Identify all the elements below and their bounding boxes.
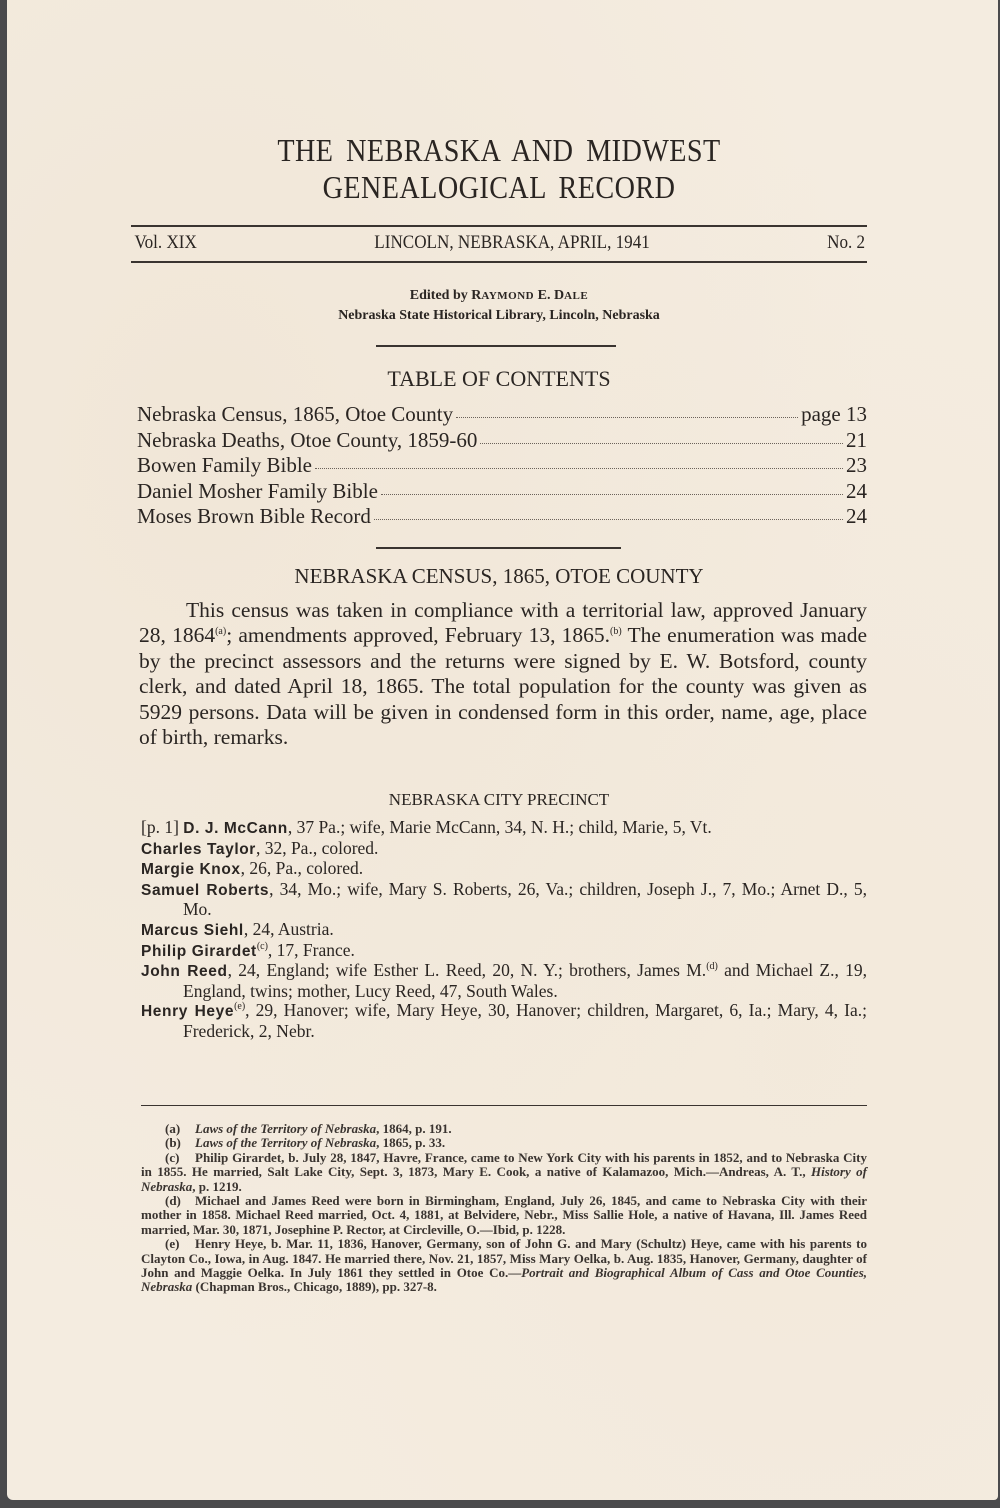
precinct-heading: NEBRASKA CITY PRECINCT xyxy=(388,790,610,809)
document-page xyxy=(7,0,998,1500)
entry-name: D. J. McCann xyxy=(183,820,288,837)
toc-item-page: 24 xyxy=(846,478,867,503)
toc-item[interactable] xyxy=(137,504,867,530)
footnote-citation-title: Portrait and Biographical Album of Cass and Otoe Counties, Nebraska xyxy=(141,1265,867,1295)
footnote-ref-d[interactable]: (d) xyxy=(706,961,718,973)
masthead-info xyxy=(131,230,867,256)
entry-text: , 24, Austria. xyxy=(243,918,334,939)
footnote-e xyxy=(141,1237,867,1295)
intro-text-3: The enumeration was made by the precinct assessors and the returns were signed by E. W. Botsford, county clerk, and dated April 18, 1865. The total population for the county was given as 5929 persons. Data will be given in condensed form in this order, name, age, place of birth, remarks. xyxy=(139,623,867,750)
census-entry xyxy=(141,839,867,860)
census-entries xyxy=(141,818,867,1042)
entry-text: , 34, Mo.; wife, Mary S. Roberts, 26, Va.; children, Joseph J., 7, Mo.; Arnet D., 5, Mo. xyxy=(183,878,868,920)
editor-credit xyxy=(131,286,867,326)
entry-name: Samuel Roberts xyxy=(141,881,270,899)
census-entry xyxy=(141,961,867,1001)
entry-name: John Reed xyxy=(141,963,228,981)
toc-item-label: Moses Brown Bible Record xyxy=(137,504,371,528)
footnote-text: Michael and James Reed were born in Birmingham, England, July 26, 1845, and came to Nebraska City with their mother in 1858. Michael Reed married, Oct. 4, 1881, at Belvidere, Nebr., Miss Sallie Hole, a native of Havana, Ill. James Reed married, Mar. 30, 1871, Josephine P. Rector, at Circleville, O.—Ibid, p. 1228. xyxy=(141,1193,867,1237)
toc-leader-dots xyxy=(456,417,798,418)
toc-item[interactable] xyxy=(137,479,867,505)
entry-name: Margie Knox xyxy=(141,861,241,879)
entry-text-continued: and Michael Z., 19, England, twins; mother, Lucy Reed, 47, South Wales. xyxy=(183,960,868,1001)
entry-name: Philip Girardet xyxy=(141,942,257,960)
footnote-c xyxy=(141,1151,867,1194)
footnote-rule xyxy=(141,1105,867,1106)
toc-item-page: page 13 xyxy=(801,402,867,426)
toc-leader-dots xyxy=(374,519,843,520)
editor-name-middle: E. xyxy=(537,288,551,303)
editor-line xyxy=(131,286,867,306)
toc-divider xyxy=(376,345,616,347)
footnote-ref-a[interactable]: (a) xyxy=(215,626,227,638)
intro-paragraph xyxy=(139,598,867,750)
footnote-text-continued: (Chapman Bros., Chicago, 1889), pp. 327-8. xyxy=(192,1279,437,1295)
toc-leader-dots xyxy=(480,443,843,444)
journal-title xyxy=(175,132,823,206)
page-marker: [p. 1] xyxy=(141,817,184,837)
toc-item-page: 24 xyxy=(846,504,867,528)
journal-title-line-1: THE NEBRASKA AND MIDWEST xyxy=(277,132,721,168)
census-entry xyxy=(141,920,867,941)
journal-title-line-2: GENEALOGICAL RECORD xyxy=(322,169,676,205)
editor-name-last-rest: ALE xyxy=(564,290,589,302)
footnote-text: , 1865, p. 33. xyxy=(376,1135,446,1151)
toc-item-label: Nebraska Census, 1865, Otoe County xyxy=(137,402,454,426)
footnote-d xyxy=(141,1194,867,1237)
entry-name: Henry Heye xyxy=(141,1003,235,1021)
footnote-citation-title: Laws of the Territory of Nebraska xyxy=(195,1135,377,1151)
intro-text-1: This census was taken in compliance with a territorial law, approved January 28, 1864 xyxy=(139,598,867,648)
footnotes xyxy=(141,1122,867,1295)
toc-item[interactable] xyxy=(137,402,867,428)
census-entry xyxy=(141,818,867,839)
footnote-citation-title: History of Nebraska xyxy=(141,1164,867,1194)
footnote-mark: (a) xyxy=(165,1121,181,1136)
editor-prefix: Edited by xyxy=(409,288,468,303)
editor-affiliation: Nebraska State Historical Library, Lincoln, Nebraska xyxy=(338,308,660,323)
editor-name-first-rest: AYMOND xyxy=(481,290,535,302)
toc-item-page: 23 xyxy=(846,453,867,477)
editor-name-last-initial: D xyxy=(553,288,565,303)
footnote-text: Henry Heye, b. Mar. 11, 1836, Hanover, Germany, son of John G. and Mary (Schultz) Heye, came with his parents to Clayton Co., Iowa, in Aug. 1847. He married there, Nov. 21, 1857, Miss Mary Oelka, b. Aug. 1835, Hanover, Germany, daughter of John and Maggie Oelka. In July 1861 they settled in Otoe Co.— xyxy=(141,1236,867,1281)
footnote-ref-c[interactable]: (c) xyxy=(256,940,268,952)
issue-number-label: No. 2 xyxy=(826,232,865,253)
masthead-top-rule xyxy=(131,225,867,227)
footnote-ref-b[interactable]: (b) xyxy=(610,626,622,638)
footnote-ref-e[interactable]: (e) xyxy=(234,1001,246,1013)
footnote-mark: (d) xyxy=(165,1193,181,1209)
place-date-label: LINCOLN, NEBRASKA, APRIL, 1941 xyxy=(374,232,651,253)
toc-item[interactable] xyxy=(137,453,867,479)
entry-text: , 29, Hanover; wife, Mary Heye, 30, Hanover; children, Margaret, 6, Ia.; Mary, 4, Ia.; Frederick, 2, Nebr. xyxy=(183,1000,868,1041)
toc-leader-dots xyxy=(315,468,843,469)
entry-text: , 26, Pa., colored. xyxy=(240,858,364,879)
editor-name-first-initial: R xyxy=(471,288,482,303)
section-divider xyxy=(376,547,621,549)
entry-text: , 24, England; wife Esther L. Reed, 20, N. Y.; brothers, James M. xyxy=(227,960,707,981)
toc-title: TABLE OF CONTENTS xyxy=(387,366,611,391)
toc-item[interactable] xyxy=(137,428,867,454)
entry-name: Charles Taylor xyxy=(141,840,256,858)
census-entry xyxy=(141,880,867,920)
table-of-contents xyxy=(137,402,867,530)
toc-item-label: Daniel Mosher Family Bible xyxy=(137,478,378,503)
footnote-text: , 1864, p. 191. xyxy=(376,1121,452,1136)
footnote-mark: (b) xyxy=(165,1135,181,1151)
footnote-text: Philip Girardet, b. July 28, 1847, Havre, France, came to New York City with his parents in 1852, and to Nebraska City in 1855. He married, Salt Lake City, Sept. 3, 1873, Mary E. Cook, a native of Kalamazoo, Mich.—Andreas, A. T., xyxy=(141,1149,867,1180)
entry-text: , 37 Pa.; wife, Marie McCann, 34, N. H.; child, Marie, 5, Vt. xyxy=(287,817,712,837)
footnote-a xyxy=(141,1122,867,1136)
footnote-citation-title: Laws of the Territory of Nebraska xyxy=(195,1121,377,1136)
text-column xyxy=(131,0,867,1500)
census-entry xyxy=(141,941,867,962)
section-title: NEBRASKA CENSUS, 1865, OTOE COUNTY xyxy=(294,564,704,588)
toc-item-page: 21 xyxy=(846,427,867,452)
intro-text-2: ; amendments approved, February 13, 1865. xyxy=(226,623,611,648)
footnote-b xyxy=(141,1136,867,1150)
volume-label: Vol. XIX xyxy=(134,232,197,253)
census-entry xyxy=(141,859,867,880)
footnote-mark: (c) xyxy=(165,1149,180,1165)
entry-name: Marcus Siehl xyxy=(141,921,244,939)
masthead-bottom-rule xyxy=(131,261,867,263)
toc-leader-dots xyxy=(381,494,843,495)
toc-item-label: Nebraska Deaths, Otoe County, 1859-60 xyxy=(137,427,478,452)
footnote-mark: (e) xyxy=(165,1236,180,1252)
toc-item-label: Bowen Family Bible xyxy=(137,453,312,477)
entry-text: , 17, France. xyxy=(267,939,355,960)
census-entry xyxy=(141,1001,867,1041)
footnote-text-continued: , p. 1219. xyxy=(192,1178,242,1194)
entry-text: , 32, Pa., colored. xyxy=(255,837,379,858)
